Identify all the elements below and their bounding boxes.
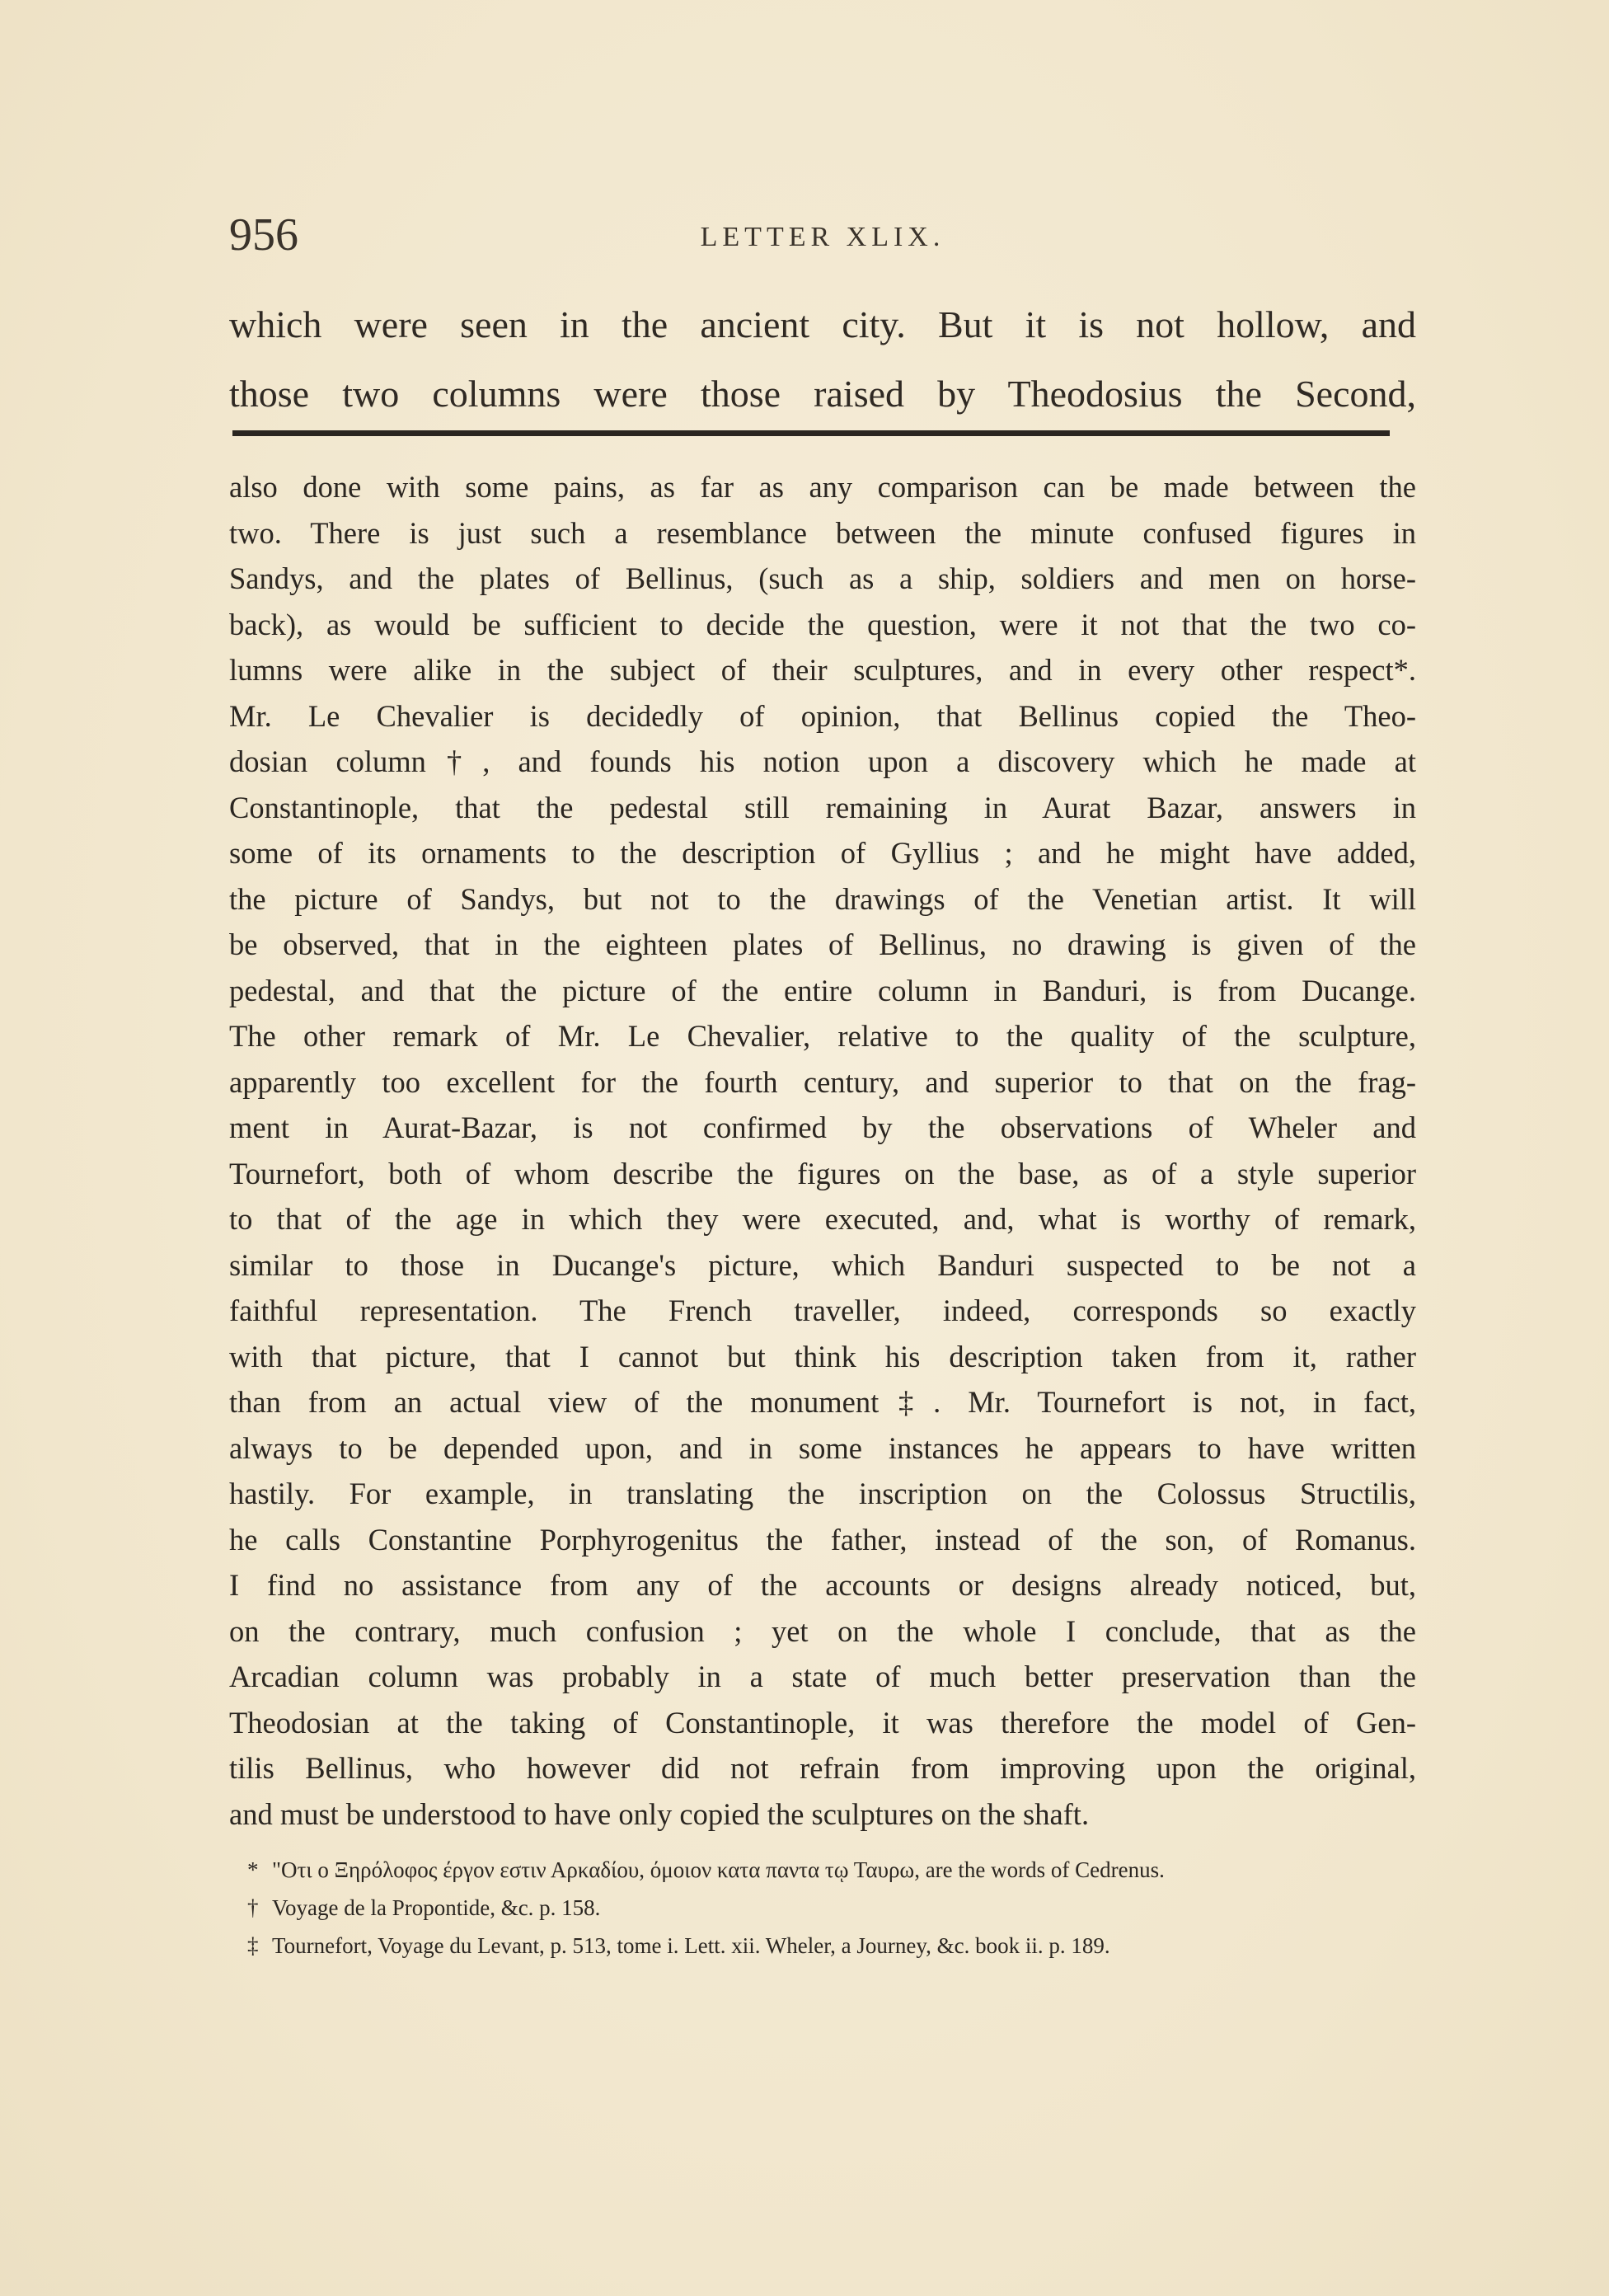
body-text-line: pedestal, and that the picture of the entire column in Banduri, is from Ducange. — [229, 973, 1416, 1007]
body-text-line: lumns were alike in the subject of their sculptures, and in every other respect*. — [229, 653, 1416, 687]
footnote — [247, 1851, 1401, 1889]
main-text-line: which were seen in the ancient city. But it is not hollow, and — [229, 303, 1416, 345]
body-text-line: ment in Aurat-Bazar, is not confirmed by the observations of Wheler and — [229, 1110, 1416, 1144]
body-text-line: tilis Bellinus, who however did not refrain from improving upon the original, — [229, 1751, 1416, 1785]
body-text-line: be observed, that in the eighteen plates of Bellinus, no drawing is given of the — [229, 927, 1416, 961]
main-text-block — [229, 290, 1416, 429]
body-text-line: two. There is just such a resemblance between the minute confused figures in — [229, 515, 1416, 550]
main-text-line: those two columns were those raised by Theodosius the Second, — [229, 373, 1416, 415]
body-text-line: than from an actual view of the monument‡. Mr. Tournefort is not, in fact, — [229, 1385, 1416, 1419]
footnote-text: Tournefort, Voyage du Levant, p. 513, tome i. Lett. xii. Wheler, a Journey, &c. book ii. p. 189. — [272, 1933, 1110, 1958]
footnote-mark: ‡ — [247, 1933, 259, 1958]
page-header — [229, 206, 1416, 264]
body-text-line: I find no assistance from any of the accounts or designs already noticed, but, — [229, 1568, 1416, 1602]
body-text-line: to that of the age in which they were executed, and, what is worthy of remark, — [229, 1202, 1416, 1236]
footnote — [247, 1889, 1401, 1927]
footnote-text: "Οτι ο Ξηρόλοφος έργον εστιν Αρκαδίου, όμοιον κατα παντα τῳ Ταυρω, are the words of Cedrenus. — [272, 1857, 1165, 1882]
body-text-line: back), as would be sufficient to decide the question, were it not that the two co- — [229, 607, 1416, 641]
footnote-text: Voyage de la Propontide, &c. p. 158. — [272, 1895, 601, 1920]
body-text-line: on the contrary, much confusion ; yet on the whole I conclude, that as the — [229, 1613, 1416, 1648]
body-text-line: Theodosian at the taking of Constantinople, it was therefore the model of Gen- — [229, 1705, 1416, 1740]
body-text-line: with that picture, that I cannot but think his description taken from it, rather — [229, 1339, 1416, 1373]
footnote — [247, 1927, 1401, 1965]
body-text-line: also done with some pains, as far as any comparison can be made between the — [229, 470, 1416, 504]
footnotes-block — [247, 1851, 1401, 1965]
body-text-line: Sandys, and the plates of Bellinus, (such as a ship, soldiers and men on horse- — [229, 561, 1416, 595]
body-text-line: faithful representation. The French traveller, indeed, corresponds so exactly — [229, 1294, 1416, 1327]
page-number: 956 — [229, 209, 298, 261]
body-text-line: apparently too excellent for the fourth century, and superior to that on the frag- — [229, 1064, 1416, 1099]
body-text-line: always to be depended upon, and in some instances he appears to have written — [229, 1430, 1416, 1465]
footnote-mark: † — [247, 1895, 259, 1920]
body-text-line: hastily. For example, in translating the inscription on the Colossus Structilis, — [229, 1477, 1416, 1510]
body-text-line: similar to those in Ducange's picture, which Banduri suspected to be not a — [229, 1247, 1416, 1282]
body-text-line: Arcadian column was probably in a state of much better preservation than the — [229, 1660, 1416, 1693]
body-text-block — [229, 464, 1416, 1837]
section-divider-rule — [232, 430, 1390, 436]
body-text-line: and must be understood to have only copied the sculptures on the shaft. — [229, 1796, 1090, 1831]
body-text-line: The other remark of Mr. Le Chevalier, relative to the quality of the sculpture, — [229, 1019, 1416, 1053]
body-text-line: some of its ornaments to the description of Gyllius ; and he might have added, — [229, 836, 1416, 870]
body-text-line: Constantinople, that the pedestal still remaining in Aurat Bazar, answers in — [229, 790, 1416, 824]
body-text-line: Mr. Le Chevalier is decidedly of opinion, that Bellinus copied the Theo- — [229, 698, 1416, 733]
body-text-line: dosian column†, and founds his notion upon a discovery which he made at — [229, 744, 1416, 778]
footnote-mark: * — [247, 1857, 259, 1882]
running-head: LETTER XLIX. — [700, 222, 945, 252]
body-text-line: he calls Constantine Porphyrogenitus the father, instead of the son, of Romanus. — [229, 1522, 1416, 1556]
body-text-line: Tournefort, both of whom describe the figures on the base, as of a style superior — [229, 1156, 1416, 1190]
body-text-line: the picture of Sandys, but not to the drawings of the Venetian artist. It will — [229, 881, 1416, 916]
